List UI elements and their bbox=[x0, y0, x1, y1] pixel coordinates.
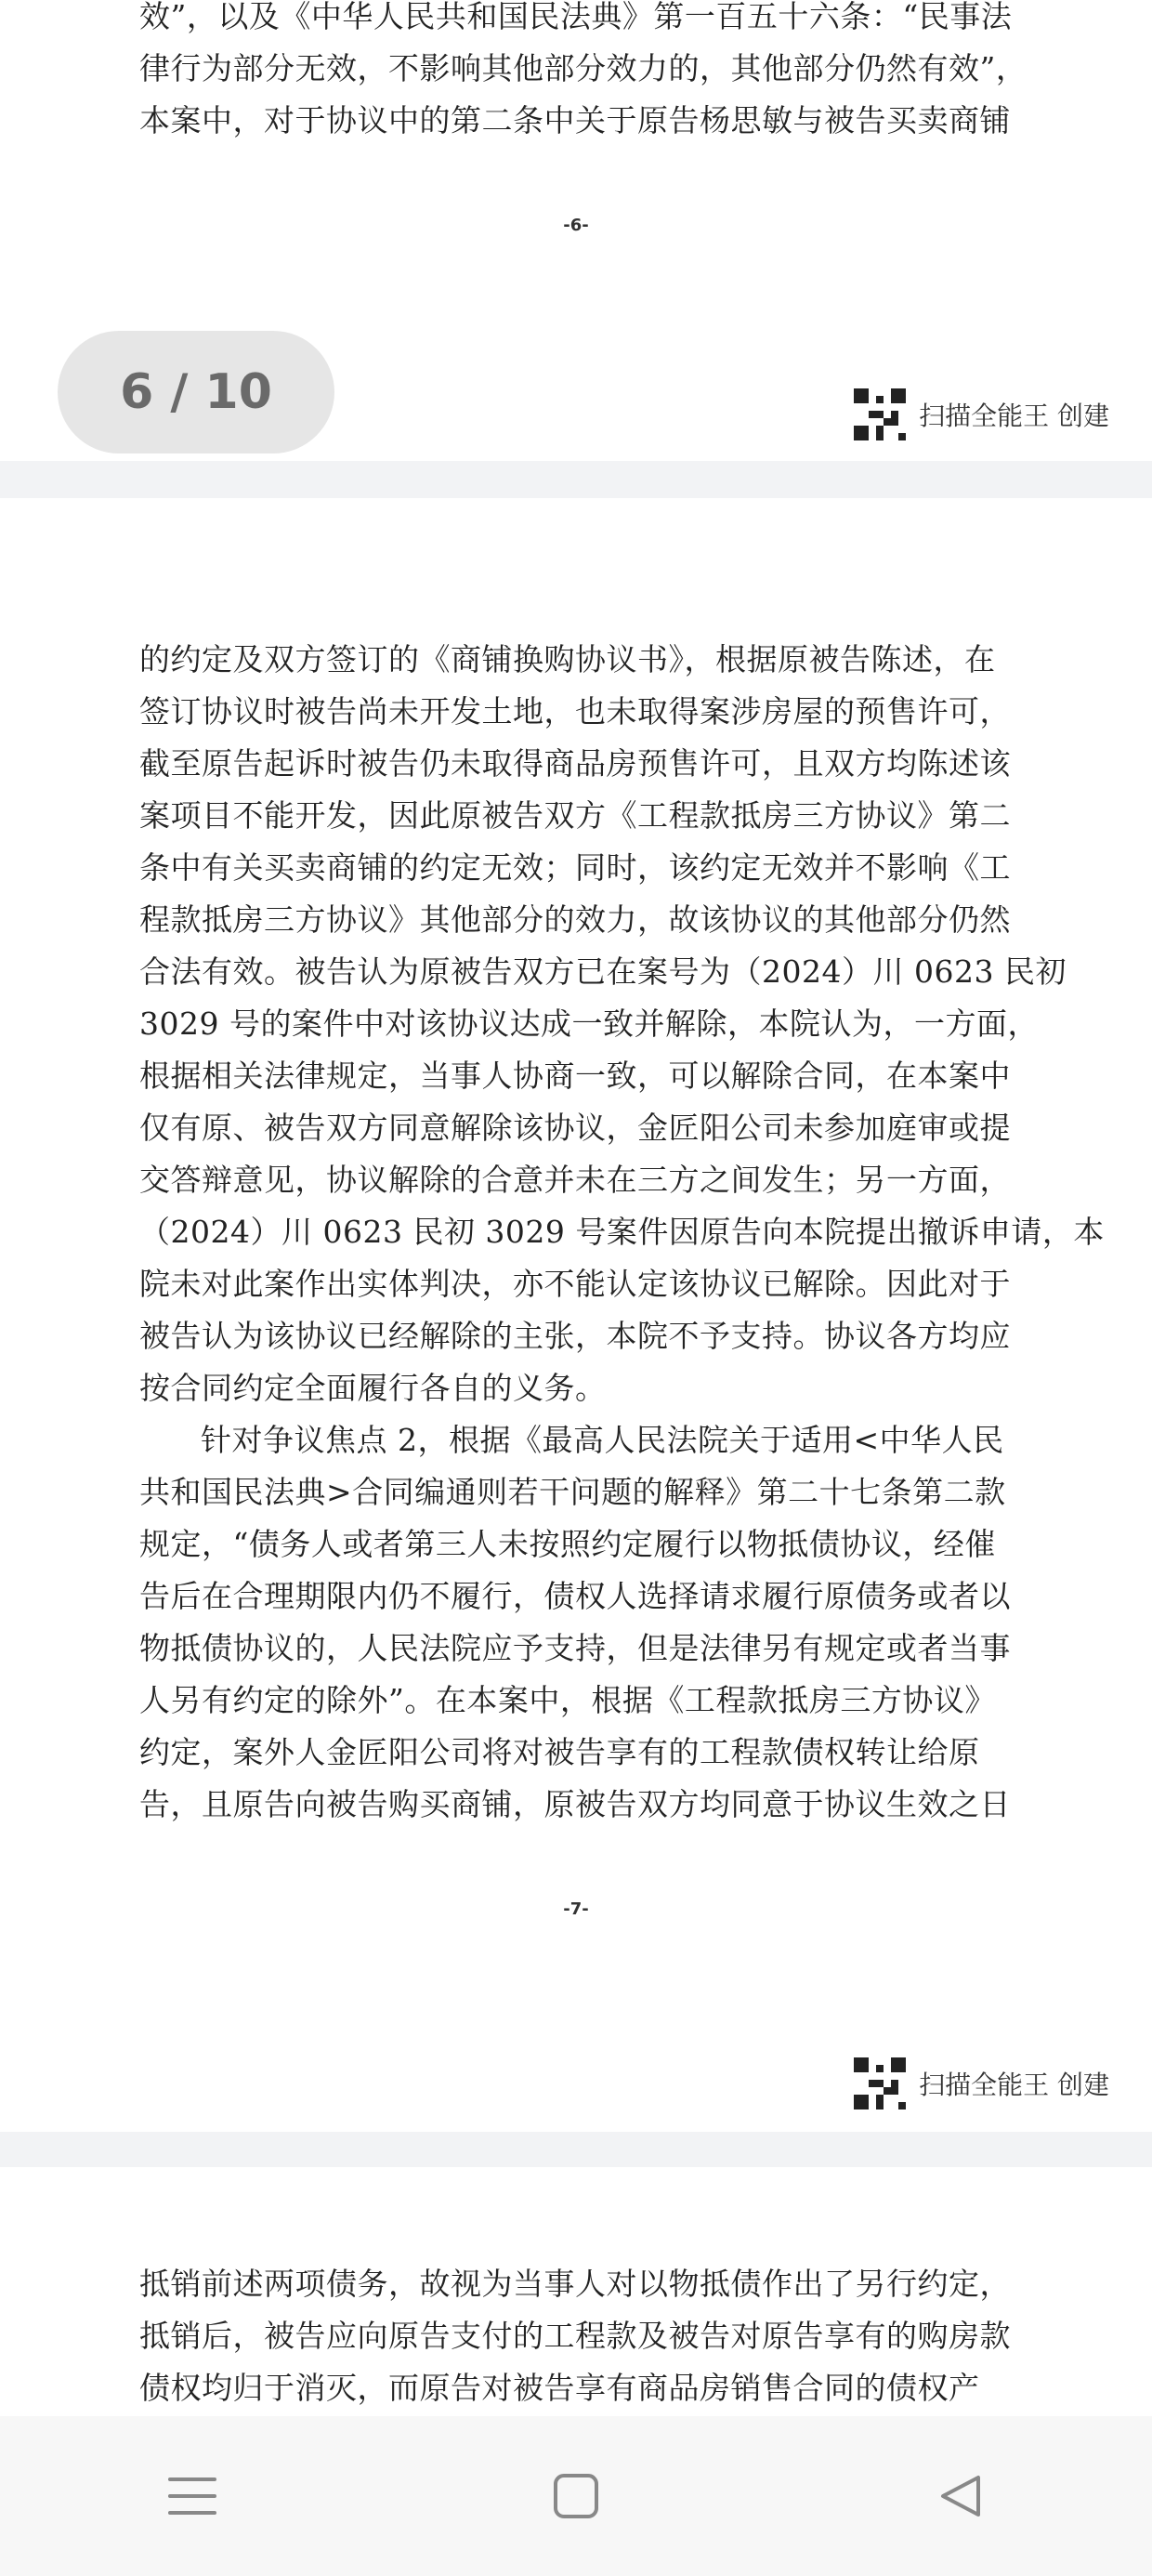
page8-text bbox=[139, 2258, 1011, 2414]
text-line: 效”，以及《中华人民共和国民法典》第一百五十六条：“民事法 bbox=[139, 0, 1013, 34]
text-line: 物抵债协议的，人民法院应予支持，但是法律另有规定或者当事 bbox=[139, 1630, 1011, 1666]
page-counter: 6 / 10 bbox=[58, 331, 334, 453]
page-number: -7- bbox=[563, 1899, 589, 1919]
text-line: 3029 号的案件中对该协议达成一致并解除，本院认为，一方面， bbox=[139, 1005, 1039, 1042]
text-line: 规定，“债务人或者第三人未按照约定履行以物抵债协议，经催 bbox=[139, 1526, 996, 1562]
back-triangle-icon bbox=[936, 2472, 984, 2520]
text-line: 共和国民法典>合同编通则若干问题的解释》第二十七条第二款 bbox=[139, 1474, 1006, 1510]
text-line: 抵销前述两项债务，故视为当事人对以物抵债作出了另行约定， bbox=[139, 2266, 1011, 2302]
home-square-icon bbox=[552, 2472, 600, 2520]
document-page-7 bbox=[0, 498, 1152, 2132]
qr-code-icon bbox=[854, 2057, 906, 2109]
text-line: 条中有关买卖商铺的约定无效；同时，该约定无效并不影响《工 bbox=[139, 849, 1011, 886]
watermark-label: 扫描全能王 创建 bbox=[919, 401, 1109, 431]
text-line: （2024）川 0623 民初 3029 号案件因原告向本院提出撤诉申请，本 bbox=[139, 1214, 1105, 1250]
system-navigation-bar bbox=[0, 2416, 1152, 2576]
text-line: 院未对此案作出实体判决，亦不能认定该协议已解除。因此对于 bbox=[139, 1266, 1011, 1302]
recent-apps-button[interactable] bbox=[137, 2440, 248, 2552]
scanner-watermark bbox=[854, 2056, 1109, 2111]
back-button[interactable] bbox=[904, 2440, 1015, 2552]
page7-paragraph-1 bbox=[139, 634, 1105, 1831]
text-line: 仅有原、被告双方同意解除该协议，金匠阳公司未参加庭审或提 bbox=[139, 1110, 1011, 1146]
scanner-watermark bbox=[854, 387, 1109, 442]
page-number: -6- bbox=[563, 216, 589, 235]
text-line: 本案中，对于协议中的第二条中关于原告杨思敏与被告买卖商铺 bbox=[139, 102, 1011, 138]
text-line: 告后在合理期限内仍不履行，债权人选择请求履行原债务或者以 bbox=[139, 1578, 1011, 1614]
text-line: 程款抵房三方协议》其他部分的效力，故该协议的其他部分仍然 bbox=[139, 901, 1011, 938]
text-line: 合法有效。被告认为原被告双方已在案号为（2024）川 0623 民初 bbox=[139, 953, 1067, 990]
text-line: 告，且原告向被告购买商铺，原被告双方均同意于协议生效之日 bbox=[139, 1786, 1011, 1822]
watermark-label: 扫描全能王 创建 bbox=[919, 2070, 1109, 2100]
text-line: 交答辩意见，协议解除的合意并未在三方之间发生；另一方面， bbox=[139, 1162, 1011, 1198]
text-line: 律行为部分无效，不影响其他部分效力的，其他部分仍然有效”， bbox=[139, 50, 1028, 86]
text-line: 签订协议时被告尚未开发土地，也未取得案涉房屋的预售许可， bbox=[139, 693, 1011, 729]
home-button[interactable] bbox=[520, 2440, 632, 2552]
qr-code-icon bbox=[854, 388, 906, 440]
text-line: 截至原告起诉时被告仍未取得商品房预售许可，且双方均陈述该 bbox=[139, 745, 1011, 782]
text-line: 按合同约定全面履行各自的义务。 bbox=[139, 1370, 607, 1406]
text-line: 人另有约定的除外”。在本案中，根据《工程款抵房三方协议》 bbox=[139, 1682, 996, 1718]
text-line: 案项目不能开发，因此原被告双方《工程款抵房三方协议》第二 bbox=[139, 797, 1011, 834]
text-line: 被告认为该协议已经解除的主张，本院不予支持。协议各方均应 bbox=[139, 1318, 1011, 1354]
text-line: 针对争议焦点 2，根据《最高人民法院关于适用<中华人民 bbox=[201, 1422, 1004, 1458]
page6-text bbox=[139, 0, 1028, 147]
text-line: 约定，案外人金匠阳公司将对被告享有的工程款债权转让给原 bbox=[139, 1734, 980, 1770]
text-line: 抵销后，被告应向原告支付的工程款及被告对原告享有的购房款 bbox=[139, 2318, 1011, 2354]
text-line: 根据相关法律规定，当事人协商一致，可以解除合同，在本案中 bbox=[139, 1058, 1011, 1094]
menu-icon bbox=[166, 2470, 218, 2522]
text-line: 的约定及双方签订的《商铺换购协议书》，根据原被告陈述，在 bbox=[139, 641, 996, 677]
text-line: 债权均归于消灭，而原告对被告享有商品房销售合同的债权产 bbox=[139, 2370, 980, 2406]
